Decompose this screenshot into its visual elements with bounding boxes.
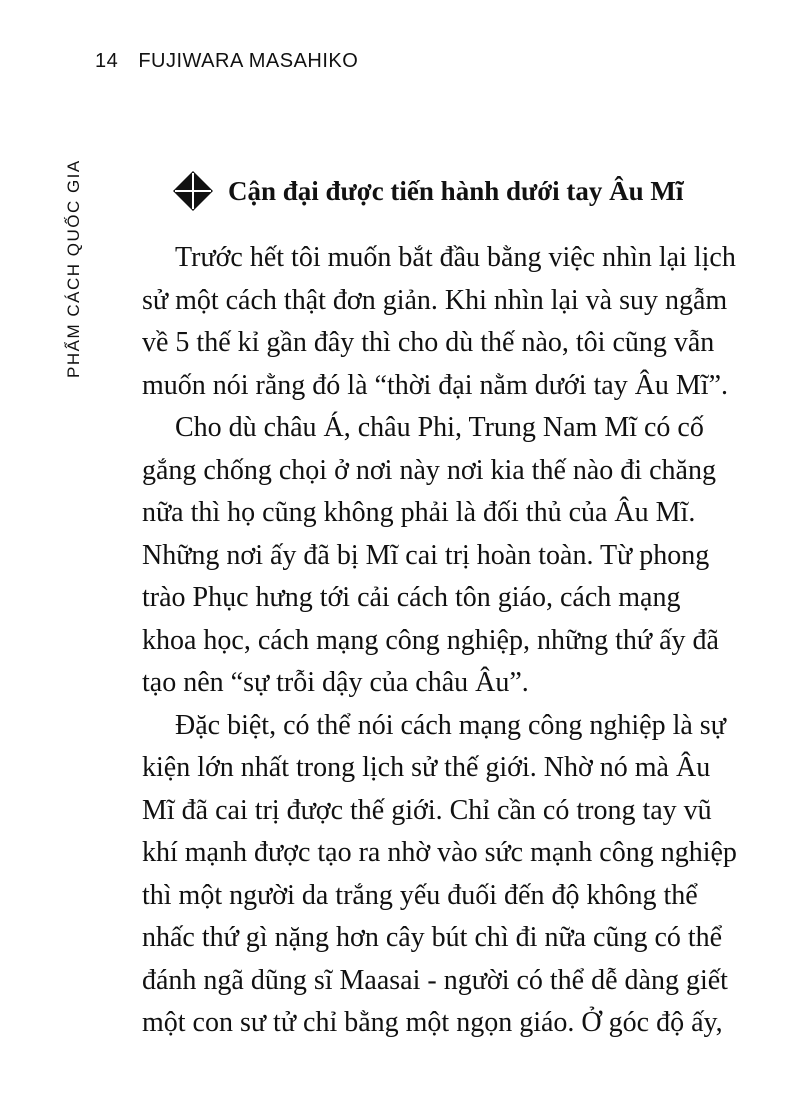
text-line: Mĩ đã cai trị được thế giới. Chỉ cần có trong tay vũ (142, 794, 712, 826)
text-line: về 5 thế kỉ gần đây thì cho dù thế nào, tôi cũng vẫn (142, 327, 715, 358)
text-line: khí mạnh được tạo ra nhờ vào sức mạnh công nghiệp (142, 837, 737, 868)
text-line: nhấc thứ gì nặng hơn cây bút chì đi nữa cũng có thể (142, 922, 723, 953)
text-line: Những nơi ấy đã bị Mĩ cai trị hoàn toàn. Từ phong (142, 539, 710, 571)
section-heading (172, 170, 683, 212)
paragraph (142, 705, 742, 1045)
text-line: Cho dù châu Á, châu Phi, Trung Nam Mĩ có cố (175, 412, 704, 443)
paragraph (142, 237, 742, 407)
paragraph (142, 407, 742, 705)
running-header-author: FUJIWARA MASAHIKO (138, 50, 359, 72)
text-line: Đặc biệt, có thể nói cách mạng công nghiệp là sự (175, 709, 726, 741)
text-line: kiện lớn nhất trong lịch sử thế giới. Nhờ nó mà Âu (142, 752, 711, 783)
text-line: tạo nên “sự trỗi dậy của châu Âu”. (142, 667, 529, 698)
text-line: trào Phục hưng tới cải cách tôn giáo, cách mạng (142, 582, 681, 613)
running-header (95, 50, 358, 73)
text-line: gắng chống chọi ở nơi này nơi kia thế nào đi chăng (142, 454, 716, 486)
text-line: sử một cách thật đơn giản. Khi nhìn lại và suy ngẫm (142, 284, 728, 316)
diamond-bullet-icon (172, 170, 214, 212)
text-line: muốn nói rằng đó là “thời đại nằm dưới tay Âu Mĩ”. (142, 369, 729, 401)
text-line: thì một người da trắng yếu đuối đến độ không thể (142, 879, 698, 911)
text-line: một con sư tử chỉ bằng một ngọn giáo. Ở góc độ ấy, (142, 1007, 723, 1038)
text-line: Trước hết tôi muốn bắt đầu bằng việc nhìn lại lịch (175, 242, 736, 273)
text-line: nữa thì họ cũng không phải là đối thủ của Âu Mĩ. (142, 497, 696, 528)
text-line: khoa học, cách mạng công nghiệp, những thứ ấy đã (142, 624, 719, 656)
page-number: 14 (95, 50, 119, 72)
text-line: đánh ngã dũng sĩ Maasai - người có thể dễ dàng giết (142, 964, 728, 996)
body-text (142, 237, 742, 1045)
book-title-vertical: PHẨM CÁCH QUỐC GIA (64, 159, 83, 378)
section-heading-text: Cận đại được tiến hành dưới tay Âu Mĩ (228, 175, 684, 206)
